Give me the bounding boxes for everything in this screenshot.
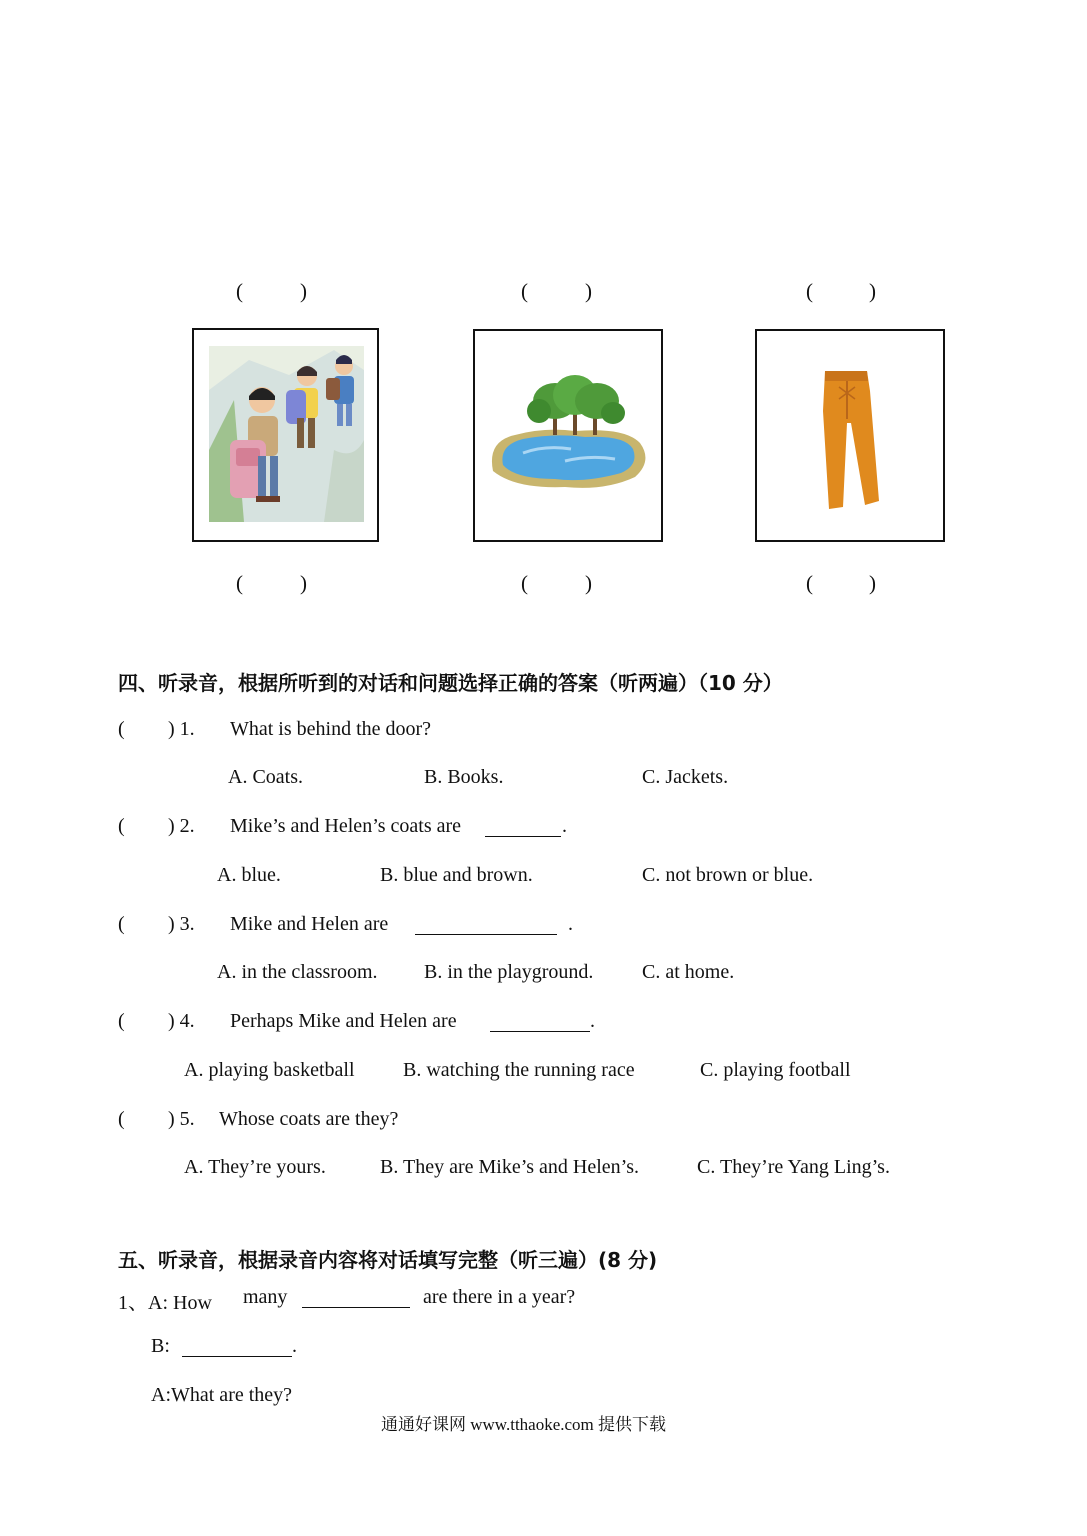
answer-paren-open: ( — [236, 279, 243, 303]
question-number: ) 5. — [168, 1108, 195, 1130]
section-5-heading: 五、听录音，根据录音内容将对话填写完整（听三遍）(8 分) — [118, 1248, 658, 1272]
answer-blank[interactable] — [415, 916, 557, 935]
option-c: C. playing football — [700, 1059, 851, 1081]
question-number: ) 1. — [168, 718, 195, 740]
question-number: ) 4. — [168, 1010, 195, 1032]
dialogue-line-2-prefix: B: — [151, 1335, 170, 1357]
dialogue-line-3: A:What are they? — [151, 1384, 293, 1406]
question-period: . — [568, 913, 573, 935]
question-paren-open: ( — [118, 815, 125, 837]
question-paren-open: ( — [118, 718, 125, 740]
answer-paren-open: ( — [806, 571, 813, 595]
trousers-picture-icon — [757, 331, 943, 540]
option-c: C. not brown or blue. — [642, 864, 814, 886]
answer-paren-close: ) — [869, 571, 876, 595]
option-a: A. They’re yours. — [184, 1156, 326, 1178]
question-paren-open: ( — [118, 1010, 125, 1032]
question-period: . — [590, 1010, 595, 1032]
page-footer: 通通好课网 www.tthaoke.com 提供下载 — [381, 1415, 667, 1434]
question-text: Whose coats are they? — [219, 1108, 399, 1130]
option-b: B. in the playground. — [424, 961, 594, 983]
answer-blank[interactable] — [302, 1289, 410, 1308]
section-4-heading: 四、听录音，根据所听到的对话和问题选择正确的答案（听两遍）（10 分） — [118, 671, 783, 695]
question-text: Perhaps Mike and Helen are — [230, 1010, 457, 1032]
question-text: Mike and Helen are — [230, 913, 389, 935]
question-period: . — [562, 815, 567, 837]
option-b: B. blue and brown. — [380, 864, 533, 886]
question-paren-open: ( — [118, 913, 125, 935]
question-number: ) 3. — [168, 913, 195, 935]
answer-blank[interactable] — [490, 1013, 590, 1032]
question-paren-open: ( — [118, 1108, 125, 1130]
option-a: A. blue. — [217, 864, 281, 886]
option-c: C. Jackets. — [642, 766, 729, 788]
dialogue-line-1-prefix: 1、A: How — [118, 1292, 212, 1314]
option-c: C. They’re Yang Ling’s. — [697, 1156, 890, 1178]
pond-with-trees-picture-icon — [475, 331, 661, 540]
option-a: A. Coats. — [228, 766, 303, 788]
option-a: A. playing basketball — [184, 1059, 355, 1081]
option-b: B. They are Mike’s and Helen’s. — [380, 1156, 640, 1178]
answer-paren-close: ) — [585, 279, 592, 303]
option-c: C. at home. — [642, 961, 735, 983]
answer-paren-close: ) — [585, 571, 592, 595]
option-a: A. in the classroom. — [217, 961, 378, 983]
dialogue-line-1-suffix: are there in a year? — [423, 1286, 576, 1308]
answer-paren-open: ( — [806, 279, 813, 303]
answer-paren-open: ( — [521, 279, 528, 303]
dialogue-line-2-period: . — [292, 1335, 297, 1357]
question-text: What is behind the door? — [230, 718, 432, 740]
question-text: Mike’s and Helen’s coats are — [230, 815, 462, 837]
question-number: ) 2. — [168, 815, 195, 837]
picture-frame-hikers — [192, 328, 379, 542]
picture-frame-pond — [473, 329, 663, 542]
answer-paren-close: ) — [869, 279, 876, 303]
answer-paren-close: ) — [300, 279, 307, 303]
answer-paren-open: ( — [236, 571, 243, 595]
answer-blank[interactable] — [182, 1338, 292, 1357]
option-b: B. Books. — [424, 766, 504, 788]
answer-paren-close: ) — [300, 571, 307, 595]
dialogue-line-1-many: many — [243, 1286, 288, 1308]
answer-paren-open: ( — [521, 571, 528, 595]
answer-blank[interactable] — [485, 818, 561, 837]
hikers-picture-icon — [194, 330, 377, 540]
option-b: B. watching the running race — [403, 1059, 635, 1081]
picture-frame-trousers — [755, 329, 945, 542]
